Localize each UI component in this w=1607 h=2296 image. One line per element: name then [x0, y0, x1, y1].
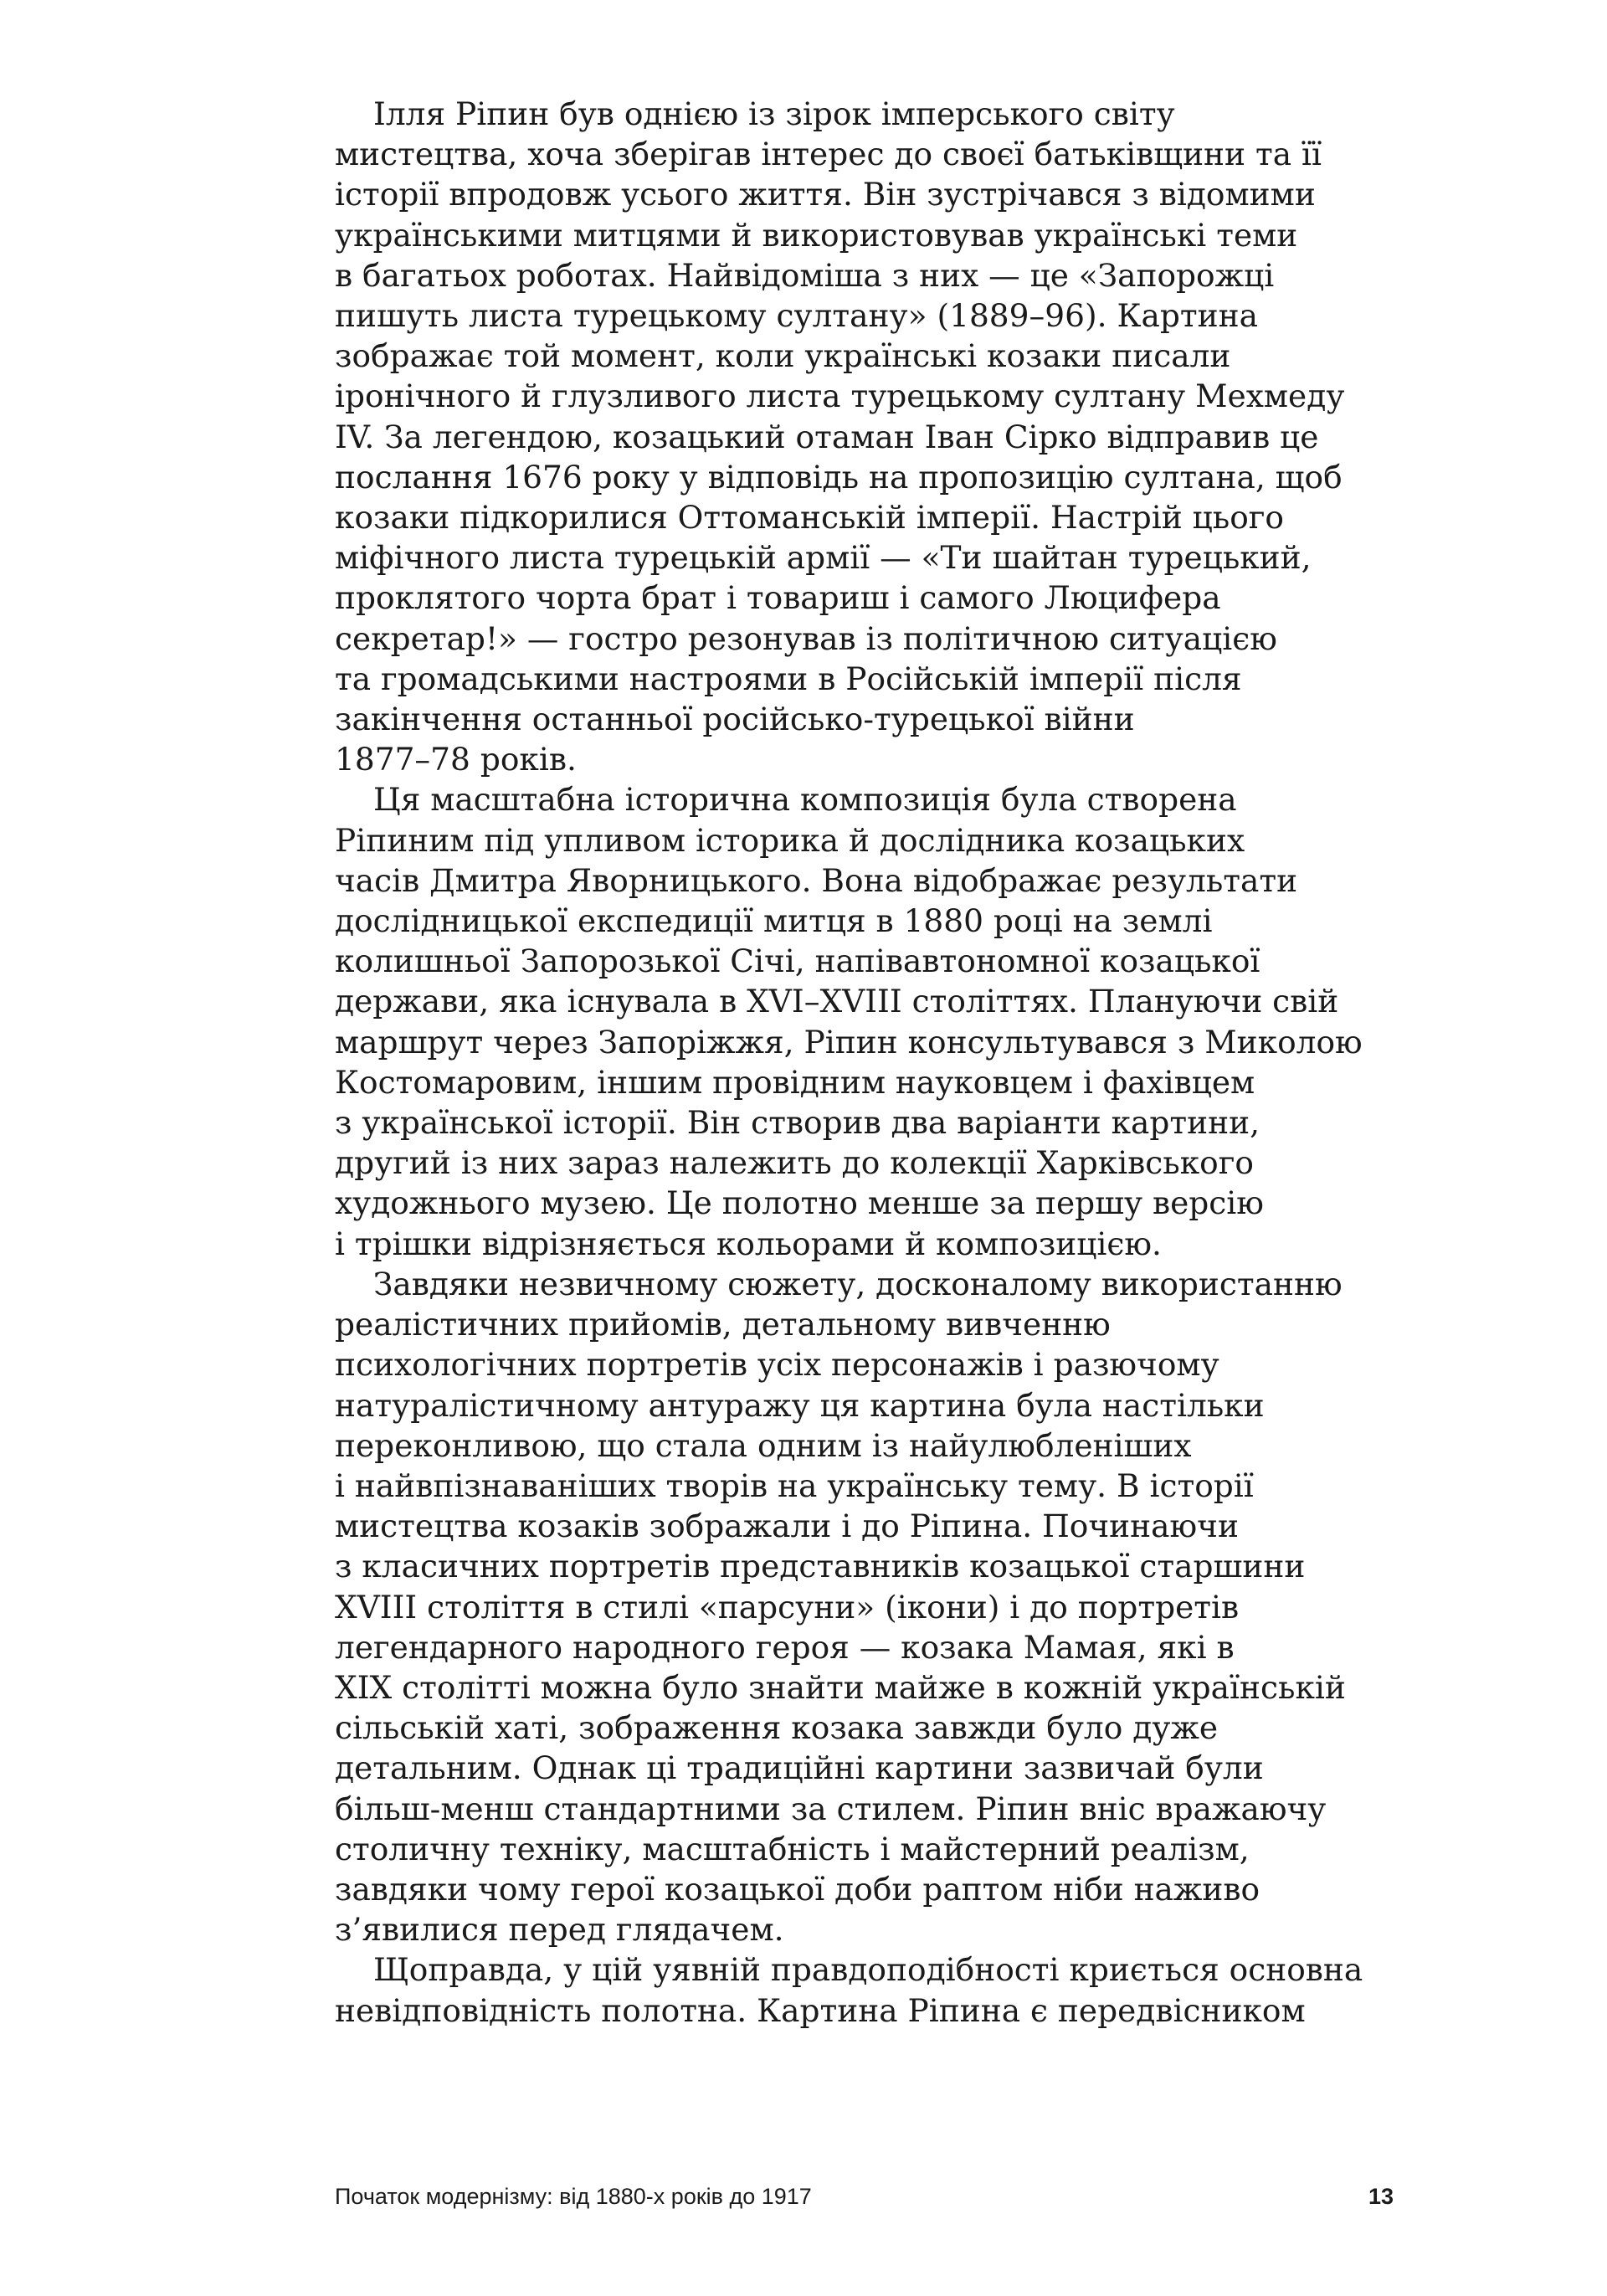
text-line: Щоправда, у цій уявній правдоподібності криється основна [373, 1951, 1363, 1989]
text-line: невідповідність полотна. Картина Рiпина є передвісником [335, 1991, 1306, 2029]
text-line: пишуть листа турецькому султану» (1889–96). Картина [335, 297, 1258, 335]
text-line: психологічних портретів усіх персонажів і разючому [335, 1346, 1219, 1384]
text-line: зображає той момент, коли українські козаки писали [335, 337, 1231, 375]
text-line: секретар!» — гостро резонував із політичною ситуацією [335, 619, 1277, 657]
text-line: мистецтва козаків зображали і до Рiпина. Починаючи [335, 1508, 1239, 1545]
text-line: Рiпиним під упливом історика й дослідника козацьких [335, 821, 1245, 859]
paragraph [335, 94, 1414, 779]
text-line: Ілля Рiпин був однією із зірок імперського світу [373, 95, 1175, 132]
text-line: художнього музею. Це полотно менше за першу версію [335, 1184, 1264, 1222]
text-line: іронічного й глузливого листа турецькому султану Мехмеду [335, 378, 1345, 415]
text-line: завдяки чому герої козацької доби раптом ніби наживо [335, 1870, 1260, 1908]
text-line: детальним. Однак ці традиційні картини зазвичай були [335, 1749, 1264, 1787]
text-line: мистецтва, хоча зберігав інтерес до своєї батьківщини та її [335, 136, 1322, 173]
text-line: сільській хаті, зображення козака завжди було дуже [335, 1709, 1219, 1747]
text-line: Завдяки незвичному сюжету, досконалому використанню [373, 1265, 1343, 1302]
text-line: і найвпізнаваніших творів на українську тему. В історії [335, 1466, 1254, 1504]
body-text [335, 94, 1414, 2031]
text-line: XVIII століття в стилі «парсуни» (ікони) і до портретів [335, 1588, 1240, 1626]
text-line: і трішки відрізняється кольорами й композицією. [335, 1225, 1162, 1262]
text-line: історії впродовж усього життя. Він зустрічався з відомими [335, 176, 1316, 213]
text-line: більш-менш стандартними за стилем. Рiпин вніс вражаючу [335, 1790, 1327, 1827]
text-line: з’явилися перед глядачем. [335, 1911, 784, 1949]
text-line: маршрут через Запоріжжя, Рiпин консультувався з Миколою [335, 1023, 1363, 1061]
text-line: з української історії. Він створив два варіанти картини, [335, 1104, 1260, 1142]
text-line: проклятого чорта брат і товариш і самого Люцифера [335, 579, 1221, 617]
text-line: козаки підкорилися Оттоманській імперії. Настрій цього [335, 499, 1284, 537]
paragraph [335, 1264, 1414, 1949]
text-line: часів Дмитра Яворницького. Вона відображає результати [335, 861, 1298, 899]
text-line: в багатьох роботах. Найвідоміша з них — це «Запорожці [335, 256, 1275, 294]
text-line: XIX столітті можна було знайти майже в кожній українській [335, 1668, 1346, 1706]
text-line: послання 1676 року у відповідь на пропозицію султана, щоб [335, 458, 1343, 496]
page-number: 13 [1368, 2184, 1394, 2209]
text-line: легендарного народного героя — козака Мамая, які в [335, 1628, 1235, 1666]
text-line: колишньої Запорозької Січі, напівавтономної козацької [335, 943, 1260, 980]
text-line: та громадськими настроями в Російській імперії після [335, 660, 1242, 697]
paragraph [335, 779, 1414, 1263]
text-line: дослідницької експедиції митця в 1880 році на землі [335, 902, 1213, 940]
running-footer-title: Початок модернізму: від 1880-х років до 1917 [335, 2184, 812, 2209]
text-line: міфічного листа турецькій армії — «Ти шайтан турецький, [335, 539, 1312, 577]
text-line: українськими митцями й використовував українські теми [335, 216, 1298, 254]
text-line: закінчення останньої російсько-турецької війни [335, 701, 1135, 738]
text-line: другий із них зараз належить до колекції Харківського [335, 1144, 1254, 1182]
text-line: переконливою, що стала одним із найулюбленіших [335, 1426, 1192, 1464]
page-footer [335, 2184, 1394, 2217]
text-line: держави, яка існувала в XVI–XVIII століттях. Плануючи свій [335, 983, 1339, 1020]
text-line: Костомаровим, іншим провідним науковцем і фахівцем [335, 1063, 1255, 1101]
paragraph [335, 1949, 1414, 2030]
text-line: 1877–78 років. [335, 741, 577, 778]
text-line: столичну техніку, масштабність і майстерний реалізм, [335, 1830, 1250, 1867]
text-line: реалістичних прийомів, детальному вивченню [335, 1306, 1111, 1343]
text-line: з класичних портретів представників козацької старшини [335, 1548, 1306, 1585]
text-line: натуралістичному антуражу ця картина була настільки [335, 1386, 1265, 1424]
text-line: IV. За легендою, козацький отаман Іван Сірко відправив це [335, 418, 1319, 455]
text-line: Ця масштабна історична композиція була створена [373, 781, 1237, 819]
